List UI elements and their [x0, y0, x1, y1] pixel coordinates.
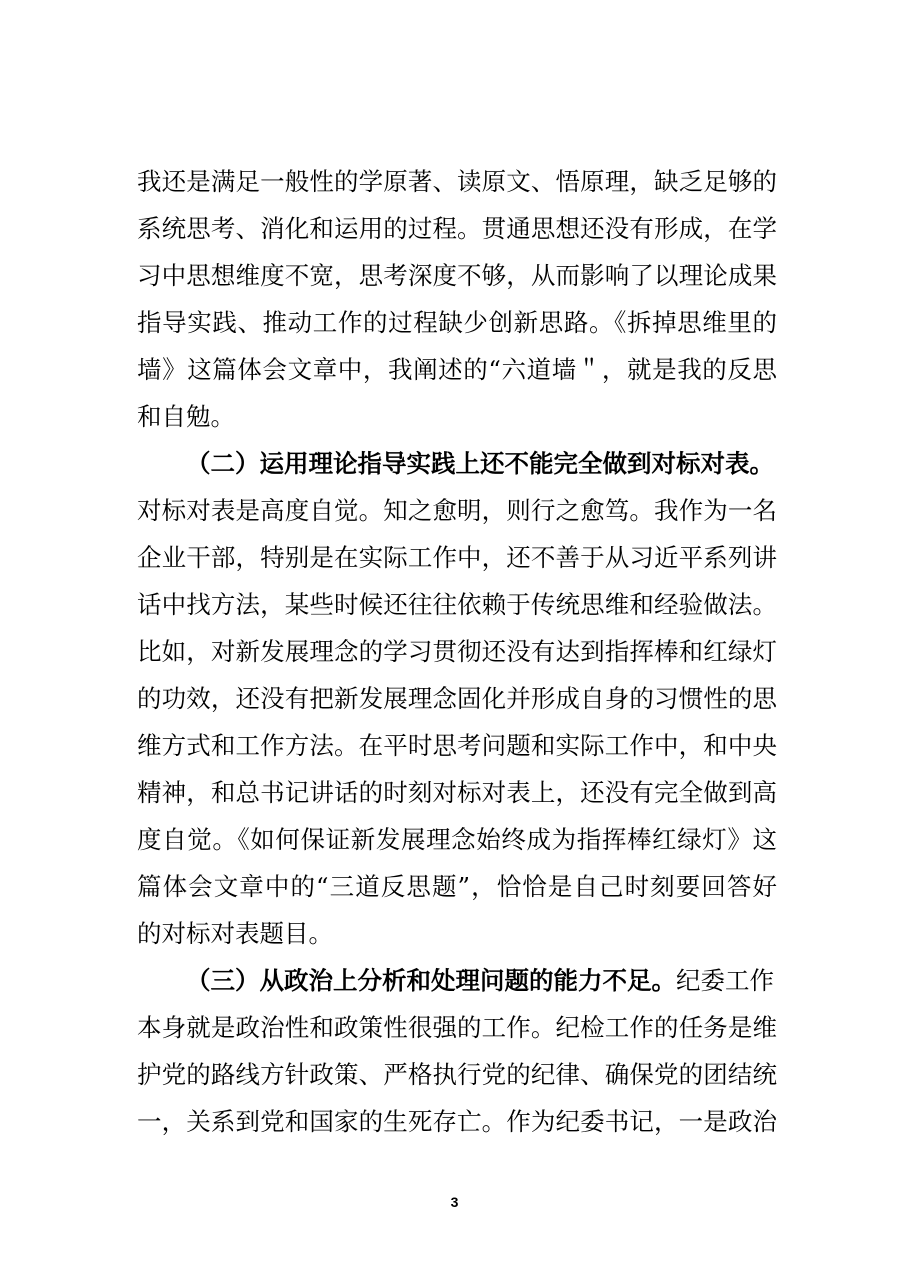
- document-body: [137, 158, 777, 1145]
- paragraph-line: 一，关系到党和国家的生死存亡。作为纪委书记，一是政治: [137, 1107, 777, 1136]
- paragraph-line: 指导实践、推动工作的过程缺少创新思路。《拆掉思维里的: [137, 308, 777, 337]
- paragraph-line: 话中找方法，某些时候还往往依赖于传统思维和经验做法。: [137, 590, 777, 619]
- paragraph-line: 护党的路线方针政策、严格执行党的纪律、确保党的团结统: [137, 1060, 777, 1089]
- section-heading-3: （三）从政治上分析和处理问题的能力不足。: [186, 966, 676, 995]
- paragraph-line: 习中思想维度不宽，思考深度不够，从而影响了以理论成果: [137, 261, 777, 290]
- paragraph-line: 对标对表是高度自觉。知之愈明，则行之愈笃。我作为一名: [137, 496, 777, 525]
- section-heading-tail: 纪委工作: [676, 966, 774, 995]
- paragraph-line: 系统思考、消化和运用的过程。贯通思想还没有形成，在学: [137, 214, 777, 243]
- section-heading-2: （二）运用理论指导实践上还不能完全做到对标对表。: [186, 449, 774, 478]
- paragraph-line: 企业干部，特别是在实际工作中，还不善于从习近平系列讲: [137, 543, 777, 572]
- paragraph-line: 精神，和总书记讲话的时刻对标对表上，还没有完全做到高: [137, 778, 777, 807]
- paragraph-line: 度自觉。《如何保证新发展理念始终成为指挥棒红绿灯》这: [137, 825, 777, 854]
- paragraph-line: 我还是满足一般性的学原著、读原文、悟原理，缺乏足够的: [137, 167, 777, 196]
- paragraph-line: 的功效，还没有把新发展理念固化并形成自身的习惯性的思: [137, 684, 777, 713]
- section-heading-line-3: [137, 957, 777, 1004]
- paragraph-line: 的对标对表题目。: [137, 919, 333, 948]
- paragraph-line: 篇体会文章中的“三道反思题”，恰恰是自己时刻要回答好: [137, 872, 777, 901]
- paragraph-line: 本身就是政治性和政策性很强的工作。纪检工作的任务是维: [137, 1013, 777, 1042]
- paragraph-line: 比如，对新发展理念的学习贯彻还没有达到指挥棒和红绿灯: [137, 637, 777, 666]
- page-number: 3: [450, 1194, 459, 1210]
- paragraph-line: 墙》这篇体会文章中，我阐述的“六道墙＂，就是我的反思: [137, 355, 777, 384]
- paragraph-line: 维方式和工作方法。在平时思考问题和实际工作中，和中央: [137, 731, 777, 760]
- paragraph-line: 和自勉。: [137, 402, 235, 431]
